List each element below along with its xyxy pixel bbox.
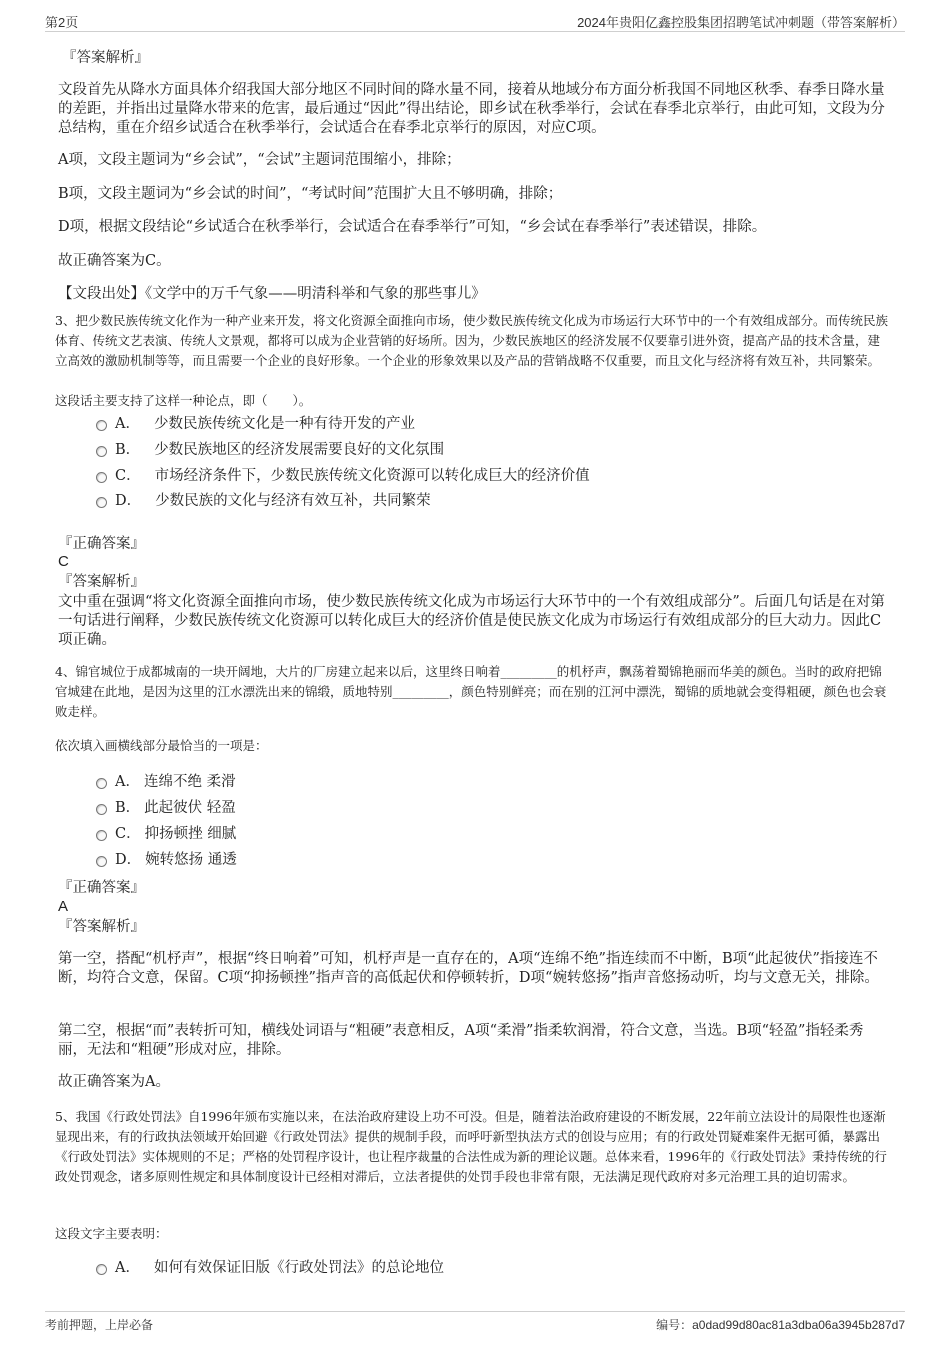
radio-icon[interactable] (96, 778, 107, 789)
footer-serial: 编号：a0dad99d80ac81a3dba06a3945b287d7 (656, 1318, 905, 1332)
radio-icon[interactable] (96, 497, 107, 508)
document-title: 2024年贵阳亿鑫控股集团招聘笔试冲刺题（带答案解析） (577, 15, 905, 30)
q2-analysis-a: A项，文段主题词为“乡会试”，“会试”主题词范围缩小，排除； (58, 152, 461, 168)
q3-analysis-label: 『答案解析』 (58, 574, 145, 590)
q4-analysis-label: 『答案解析』 (58, 919, 145, 935)
q5-option-a[interactable]: A． 如何有效保证旧版《行政处罚法》的总论地位 (96, 1258, 444, 1278)
q4-correct-label: 『正确答案』 (58, 880, 145, 896)
q3-question: 这段话主要支持了这样一种论点，即（ ）。 (55, 393, 312, 408)
radio-icon[interactable] (96, 472, 107, 483)
q4-option-b[interactable]: B． 此起彼伏 轻盈 (96, 798, 236, 818)
q4-option-a[interactable]: A． 连绵不绝 柔滑 (96, 772, 236, 792)
q4-conclusion: 故正确答案为A。 (58, 1074, 170, 1090)
q4-question: 依次填入画横线部分最恰当的一项是： (55, 738, 268, 753)
radio-icon[interactable] (96, 1264, 107, 1275)
q2-analysis-p1: 文段首先从降水方面具体介绍我国大部分地区不同时间的降水量不同，接着从地域分布方面分析我国不同地区秋季、春季日降水量的差距，并指出过量降水带来的危害，最后通过“因此”得出结论，即乡试在秋季举行，会试在春季北京举行，由此可知，文段为分总结构，重在介绍乡试适合在秋季举行，会试适合在春季北京举行的原因，对应C项。 (58, 82, 885, 136)
page-number: 第2页 (45, 15, 79, 30)
q3-stem: 3、把少数民族传统文化作为一种产业来开发，将文化资源全面推向市场，使少数民族传统文化成为市场运行大环节中的一个有效组成部分。而传统民族体育、传统文艺表演、传统人文景观，都将可以成为企业营销的好场所。因为，少数民族地区的经济发展不仅要靠引进外资，提高产品的技术含量，建立高效的激励机制等等，而且需要一个企业的良好形象。一个企业的形象效果以及产品的营销战略不仅重要，而且文化与经济将有效互补，共同繁荣。 (55, 313, 888, 368)
q3-correct-answer: C (58, 553, 69, 570)
q4-stem: 4、锦官城位于成都城南的一块开阔地，大片的厂房建立起来以后，这里终日响着_________的机杼声，飘荡着蜀锦艳丽而华美的颜色。当时的政府把锦官城建在此地，是因为这里的江水漂洗出来的锦缎，质地特别_________，颜色特别鲜亮；而在别的江河中漂洗，蜀锦的质地就会变得粗硬，颜色也会衰败走样。 (55, 664, 887, 719)
q5-stem: 5、我国《行政处罚法》自1996年颁布实施以来，在法治政府建设上功不可没。但是，随着法治政府建设的不断发展，22年前立法设计的局限性也逐渐显现出来，有的行政执法领域开始回避《行政处罚法》提供的规制手段，而呼吁新型执法方式的创设与应用；有的行政处罚疑难案件无据可循，暴露出《行政处罚法》实体规则的不足；严格的处罚程序设计，也让程序裁量的合法性成为新的理论议题。总体来看，1996年的《行政处罚法》秉持传统的行政处罚观念，诸多原则性规定和具体制度设计已经相对滞后，立法者提供的处罚手段也非常有限，无法满足现代政府对多元治理工具的迫切需求。 (55, 1109, 887, 1184)
q3-option-d[interactable]: D． 少数民族的文化与经济有效互补，共同繁荣 (96, 491, 431, 511)
q3-correct-label: 『正确答案』 (58, 536, 145, 552)
footer-slogan: 考前押题，上岸必备 (45, 1318, 154, 1332)
page-footer (45, 1311, 905, 1339)
q3-option-c[interactable]: C． 市场经济条件下，少数民族传统文化资源可以转化成巨大的经济价值 (96, 466, 590, 486)
q5-question: 这段文字主要表明： (55, 1226, 168, 1241)
page-header (45, 10, 905, 32)
q3-option-a[interactable]: A． 少数民族传统文化是一种有待开发的产业 (96, 414, 415, 434)
q3-analysis: 文中重在强调“将文化资源全面推向市场，使少数民族传统文化成为市场运行大环节中的一个有效组成部分”。后面几句话是在对第一句话进行阐释，少数民族传统文化资源可以转化成巨大的经济价值是使民族文化成为市场运行有效组成部分的巨大动力。因此C项正确。 (58, 594, 885, 648)
radio-icon[interactable] (96, 804, 107, 815)
radio-icon[interactable] (96, 856, 107, 867)
q4-correct-answer: A (58, 898, 69, 915)
radio-icon[interactable] (96, 446, 107, 457)
q2-conclusion: 故正确答案为C。 (58, 253, 171, 269)
radio-icon[interactable] (96, 830, 107, 841)
q2-analysis-d: D项，根据文段结论“乡试适合在秋季举行，会试适合在春季举行”可知，“乡会试在春季举行”表述错误，排除。 (58, 219, 767, 235)
q4-option-d[interactable]: D． 婉转悠扬 通透 (96, 850, 237, 870)
q4-analysis-p1: 第一空，搭配“机杼声”，根据“终日响着”可知，机杼声是一直存在的，A项“连绵不绝”指连续而不中断，B项“此起彼伏”指接连不断，均符合文意，保留。C项“抑扬顿挫”指声音的高低起伏和停顿转折，D项“婉转悠扬”指声音悠扬动听，均与文意无关，排除。 (58, 951, 879, 986)
radio-icon[interactable] (96, 420, 107, 431)
q2-analysis-b: B项，文段主题词为“乡会试的时间”，“考试时间”范围扩大且不够明确，排除； (58, 186, 563, 202)
q4-option-c[interactable]: C． 抑扬顿挫 细腻 (96, 824, 236, 844)
q2-analysis-label: 『答案解析』 (62, 50, 149, 66)
q2-source: 【文段出处】《文学中的万千气象——明清科举和气象的那些事儿》 (58, 286, 486, 302)
q3-option-b[interactable]: B． 少数民族地区的经济发展需要良好的文化氛围 (96, 440, 444, 460)
q4-analysis-p2: 第二空，根据“而”表转折可知，横线处词语与“粗硬”表意相反，A项“柔滑”指柔软润滑，符合文意，当选。B项“轻盈”指轻柔秀丽，无法和“粗硬”形成对应，排除。 (58, 1023, 864, 1058)
